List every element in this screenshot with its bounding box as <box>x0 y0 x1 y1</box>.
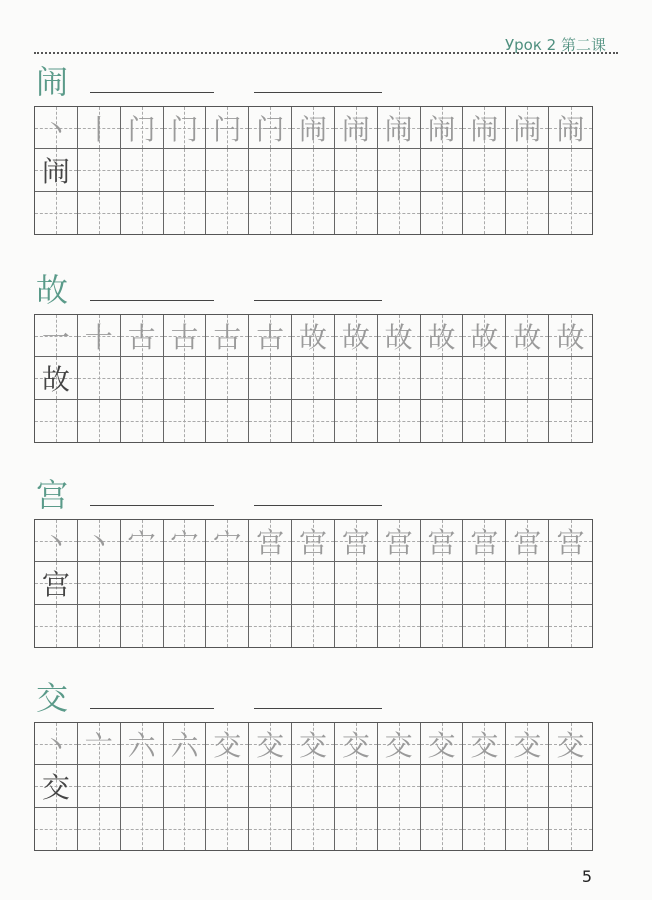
model-character: 宫 <box>41 567 70 601</box>
grid-cell[interactable] <box>164 562 207 604</box>
grid-cell[interactable] <box>506 723 549 765</box>
stroke-order-glyph: 故 <box>341 320 370 354</box>
grid-cell[interactable] <box>121 562 164 604</box>
grid-cell[interactable] <box>121 357 164 399</box>
grid-cell[interactable] <box>206 765 249 807</box>
grid-cell[interactable] <box>249 192 292 234</box>
grid-cell[interactable] <box>78 808 121 850</box>
grid-cell[interactable] <box>121 765 164 807</box>
stroke-order-glyph: 故 <box>298 320 327 354</box>
stroke-order-glyph: 闹 <box>556 112 585 146</box>
grid-cell[interactable] <box>421 605 464 647</box>
grid-cell[interactable] <box>121 605 164 647</box>
stroke-order-glyph: 宫 <box>427 525 456 559</box>
grid-cell[interactable] <box>121 107 164 149</box>
stroke-order-glyph: 宀 <box>170 525 199 559</box>
grid-cell[interactable] <box>335 107 378 149</box>
stroke-order-glyph: 丶 <box>41 112 70 146</box>
grid-cell[interactable] <box>292 765 335 807</box>
grid-cell[interactable] <box>78 357 121 399</box>
grid-cell[interactable] <box>421 107 464 149</box>
model-character: 故 <box>41 362 70 396</box>
grid-cell[interactable] <box>335 562 378 604</box>
grid-cell[interactable] <box>549 605 592 647</box>
grid-cell[interactable] <box>506 357 549 399</box>
practice-character: 故 <box>36 271 69 309</box>
grid-cell[interactable] <box>463 149 506 191</box>
character-section <box>34 475 594 601</box>
grid-cell[interactable] <box>249 605 292 647</box>
grid-cell[interactable] <box>206 149 249 191</box>
grid-cell[interactable] <box>463 357 506 399</box>
grid-cell[interactable] <box>292 315 335 357</box>
stroke-order-glyph: 故 <box>427 320 456 354</box>
grid-cell[interactable] <box>35 315 78 357</box>
answer-line-2[interactable] <box>254 300 382 301</box>
grid-cell[interactable] <box>206 605 249 647</box>
grid-cell[interactable] <box>249 315 292 357</box>
grid-cell[interactable] <box>164 723 207 765</box>
grid-cell[interactable] <box>463 315 506 357</box>
grid-cell[interactable] <box>463 400 506 442</box>
grid-cell[interactable] <box>249 562 292 604</box>
grid-cell[interactable] <box>35 765 78 807</box>
stroke-order-glyph: 交 <box>298 728 327 762</box>
grid-cell[interactable] <box>506 562 549 604</box>
stroke-order-glyph: 交 <box>513 728 542 762</box>
grid-cell[interactable] <box>421 520 464 562</box>
grid-cell[interactable] <box>206 808 249 850</box>
stroke-order-glyph: 丶 <box>41 728 70 762</box>
grid-cell[interactable] <box>463 765 506 807</box>
grid-cell[interactable] <box>378 520 421 562</box>
grid-cell[interactable] <box>463 808 506 850</box>
stroke-order-glyph: 丶 <box>84 525 113 559</box>
grid-cell[interactable] <box>164 315 207 357</box>
grid-cell[interactable] <box>164 107 207 149</box>
grid-cell[interactable] <box>421 315 464 357</box>
grid-cell[interactable] <box>206 315 249 357</box>
character-section <box>34 678 594 804</box>
grid-cell[interactable] <box>164 192 207 234</box>
grid-cell[interactable] <box>549 357 592 399</box>
grid-cell[interactable] <box>378 107 421 149</box>
writing-grid <box>34 106 593 235</box>
grid-cell[interactable] <box>335 149 378 191</box>
grid-cell[interactable] <box>463 723 506 765</box>
header-divider <box>34 52 618 54</box>
grid-cell[interactable] <box>463 107 506 149</box>
grid-cell[interactable] <box>378 808 421 850</box>
section-title-row <box>34 475 594 519</box>
stroke-order-glyph: 故 <box>470 320 499 354</box>
grid-cell[interactable] <box>378 562 421 604</box>
stroke-order-glyph: 古 <box>256 320 285 354</box>
grid-cell[interactable] <box>335 520 378 562</box>
stroke-order-glyph: 交 <box>256 728 285 762</box>
grid-cell[interactable] <box>292 149 335 191</box>
grid-cell[interactable] <box>292 357 335 399</box>
grid-cell[interactable] <box>249 765 292 807</box>
grid-cell[interactable] <box>249 357 292 399</box>
grid-cell[interactable] <box>78 723 121 765</box>
stroke-order-glyph: 宫 <box>341 525 370 559</box>
grid-cell[interactable] <box>421 562 464 604</box>
grid-cell[interactable] <box>78 149 121 191</box>
grid-cell[interactable] <box>549 520 592 562</box>
stroke-order-glyph: 交 <box>341 728 370 762</box>
stroke-order-glyph: 亠 <box>84 728 113 762</box>
grid-cell[interactable] <box>206 723 249 765</box>
grid-cell[interactable] <box>335 315 378 357</box>
grid-cell[interactable] <box>335 723 378 765</box>
answer-line-1[interactable] <box>90 92 214 93</box>
stroke-order-glyph: 宫 <box>384 525 413 559</box>
grid-cell[interactable] <box>292 808 335 850</box>
practice-character: 宫 <box>36 476 69 514</box>
grid-cell[interactable] <box>378 723 421 765</box>
stroke-order-glyph: 闹 <box>513 112 542 146</box>
stroke-order-glyph: 闹 <box>427 112 456 146</box>
grid-cell[interactable] <box>292 107 335 149</box>
grid-cell[interactable] <box>549 315 592 357</box>
grid-cell[interactable] <box>249 400 292 442</box>
stroke-order-glyph: 故 <box>384 320 413 354</box>
grid-cell[interactable] <box>421 808 464 850</box>
grid-cell[interactable] <box>463 605 506 647</box>
stroke-order-glyph: 闩 <box>213 112 242 146</box>
grid-cell[interactable] <box>421 149 464 191</box>
grid-cell[interactable] <box>335 605 378 647</box>
stroke-order-glyph: 古 <box>170 320 199 354</box>
stroke-order-glyph: 宫 <box>470 525 499 559</box>
stroke-order-glyph: 宀 <box>127 525 156 559</box>
grid-cell[interactable] <box>378 315 421 357</box>
grid-cell[interactable] <box>35 605 78 647</box>
grid-cell[interactable] <box>78 315 121 357</box>
grid-cell[interactable] <box>35 808 78 850</box>
stroke-order-glyph: 宫 <box>513 525 542 559</box>
grid-cell[interactable] <box>292 192 335 234</box>
grid-cell[interactable] <box>164 149 207 191</box>
grid-cell[interactable] <box>78 107 121 149</box>
writing-grid <box>34 519 593 648</box>
stroke-order-glyph: 闹 <box>298 112 327 146</box>
grid-cell[interactable] <box>164 765 207 807</box>
grid-cell[interactable] <box>421 400 464 442</box>
stroke-order-glyph: 交 <box>384 728 413 762</box>
grid-cell[interactable] <box>506 315 549 357</box>
grid-cell[interactable] <box>506 808 549 850</box>
grid-cell[interactable] <box>506 107 549 149</box>
grid-cell[interactable] <box>421 192 464 234</box>
stroke-order-glyph: 闩 <box>256 112 285 146</box>
grid-cell[interactable] <box>335 765 378 807</box>
grid-cell[interactable] <box>506 192 549 234</box>
stroke-order-glyph: 古 <box>127 320 156 354</box>
grid-cell[interactable] <box>463 192 506 234</box>
stroke-order-glyph: 丨 <box>84 112 113 146</box>
lesson-header: Урок 2 第二课 <box>505 36 606 54</box>
stroke-order-glyph: 交 <box>427 728 456 762</box>
grid-cell[interactable] <box>35 149 78 191</box>
writing-grid <box>34 722 593 851</box>
practice-character: 闹 <box>36 63 69 101</box>
grid-cell[interactable] <box>249 107 292 149</box>
grid-cell[interactable] <box>78 765 121 807</box>
stroke-order-glyph: 宫 <box>256 525 285 559</box>
grid-cell[interactable] <box>121 520 164 562</box>
grid-cell[interactable] <box>335 357 378 399</box>
stroke-order-glyph: 六 <box>170 728 199 762</box>
grid-cell[interactable] <box>506 765 549 807</box>
grid-cell[interactable] <box>549 400 592 442</box>
grid-cell[interactable] <box>506 520 549 562</box>
grid-cell[interactable] <box>549 107 592 149</box>
grid-cell[interactable] <box>78 520 121 562</box>
grid-cell[interactable] <box>164 357 207 399</box>
grid-cell[interactable] <box>78 400 121 442</box>
grid-cell[interactable] <box>78 562 121 604</box>
answer-line-1[interactable] <box>90 300 214 301</box>
grid-cell[interactable] <box>378 605 421 647</box>
stroke-order-glyph: 宀 <box>213 525 242 559</box>
grid-cell[interactable] <box>206 107 249 149</box>
stroke-order-glyph: 故 <box>556 320 585 354</box>
grid-cell[interactable] <box>35 357 78 399</box>
answer-line-2[interactable] <box>254 708 382 709</box>
stroke-order-glyph: 古 <box>213 320 242 354</box>
practice-character: 交 <box>36 679 69 717</box>
answer-line-1[interactable] <box>90 505 214 506</box>
grid-cell[interactable] <box>206 192 249 234</box>
grid-cell[interactable] <box>378 192 421 234</box>
grid-cell[interactable] <box>421 723 464 765</box>
grid-cell[interactable] <box>378 357 421 399</box>
stroke-order-glyph: 闹 <box>341 112 370 146</box>
stroke-order-glyph: 一 <box>41 320 70 354</box>
stroke-order-glyph: 门 <box>127 112 156 146</box>
answer-line-2[interactable] <box>254 92 382 93</box>
grid-cell[interactable] <box>335 192 378 234</box>
writing-grid <box>34 314 593 443</box>
grid-cell[interactable] <box>35 192 78 234</box>
grid-cell[interactable] <box>78 192 121 234</box>
grid-cell[interactable] <box>206 562 249 604</box>
grid-cell[interactable] <box>249 723 292 765</box>
grid-cell[interactable] <box>35 562 78 604</box>
stroke-order-glyph: 十 <box>84 320 113 354</box>
grid-cell[interactable] <box>35 520 78 562</box>
stroke-order-glyph: 门 <box>170 112 199 146</box>
grid-cell[interactable] <box>35 723 78 765</box>
grid-cell[interactable] <box>206 520 249 562</box>
grid-cell[interactable] <box>335 400 378 442</box>
grid-cell[interactable] <box>121 400 164 442</box>
grid-cell[interactable] <box>549 723 592 765</box>
character-section <box>34 270 594 396</box>
grid-cell[interactable] <box>506 400 549 442</box>
section-title-row <box>34 62 594 106</box>
grid-cell[interactable] <box>249 520 292 562</box>
answer-line-1[interactable] <box>90 708 214 709</box>
grid-cell[interactable] <box>549 765 592 807</box>
grid-cell[interactable] <box>292 723 335 765</box>
grid-cell[interactable] <box>506 605 549 647</box>
page-number: 5 <box>581 867 592 886</box>
stroke-order-glyph: 闹 <box>470 112 499 146</box>
grid-cell[interactable] <box>164 808 207 850</box>
grid-cell[interactable] <box>121 808 164 850</box>
grid-cell[interactable] <box>78 605 121 647</box>
grid-cell[interactable] <box>164 400 207 442</box>
section-title-row <box>34 678 594 722</box>
grid-cell[interactable] <box>463 520 506 562</box>
stroke-order-glyph: 故 <box>513 320 542 354</box>
stroke-order-glyph: 宫 <box>556 525 585 559</box>
grid-cell[interactable] <box>121 192 164 234</box>
stroke-order-glyph: 交 <box>556 728 585 762</box>
grid-cell[interactable] <box>121 315 164 357</box>
grid-cell[interactable] <box>206 400 249 442</box>
grid-cell[interactable] <box>292 562 335 604</box>
answer-line-2[interactable] <box>254 505 382 506</box>
grid-cell[interactable] <box>292 520 335 562</box>
grid-cell[interactable] <box>378 765 421 807</box>
grid-cell[interactable] <box>463 562 506 604</box>
grid-cell[interactable] <box>506 149 549 191</box>
grid-cell[interactable] <box>164 605 207 647</box>
section-title-row <box>34 270 594 314</box>
grid-cell[interactable] <box>249 808 292 850</box>
grid-cell[interactable] <box>421 765 464 807</box>
model-character: 交 <box>41 770 70 804</box>
grid-cell[interactable] <box>292 400 335 442</box>
grid-cell[interactable] <box>378 400 421 442</box>
stroke-order-glyph: 闹 <box>384 112 413 146</box>
stroke-order-glyph: 宫 <box>298 525 327 559</box>
grid-cell[interactable] <box>206 357 249 399</box>
stroke-order-glyph: 丶 <box>41 525 70 559</box>
grid-cell[interactable] <box>121 149 164 191</box>
grid-cell[interactable] <box>35 107 78 149</box>
grid-cell[interactable] <box>164 520 207 562</box>
stroke-order-glyph: 交 <box>470 728 499 762</box>
grid-cell[interactable] <box>549 808 592 850</box>
grid-cell[interactable] <box>335 808 378 850</box>
grid-cell[interactable] <box>549 192 592 234</box>
grid-cell[interactable] <box>549 562 592 604</box>
grid-cell[interactable] <box>378 149 421 191</box>
character-section <box>34 62 594 188</box>
model-character: 闹 <box>41 154 70 188</box>
grid-cell[interactable] <box>249 149 292 191</box>
grid-cell[interactable] <box>549 149 592 191</box>
grid-cell[interactable] <box>121 723 164 765</box>
stroke-order-glyph: 六 <box>127 728 156 762</box>
stroke-order-glyph: 交 <box>213 728 242 762</box>
grid-cell[interactable] <box>421 357 464 399</box>
grid-cell[interactable] <box>35 400 78 442</box>
grid-cell[interactable] <box>292 605 335 647</box>
